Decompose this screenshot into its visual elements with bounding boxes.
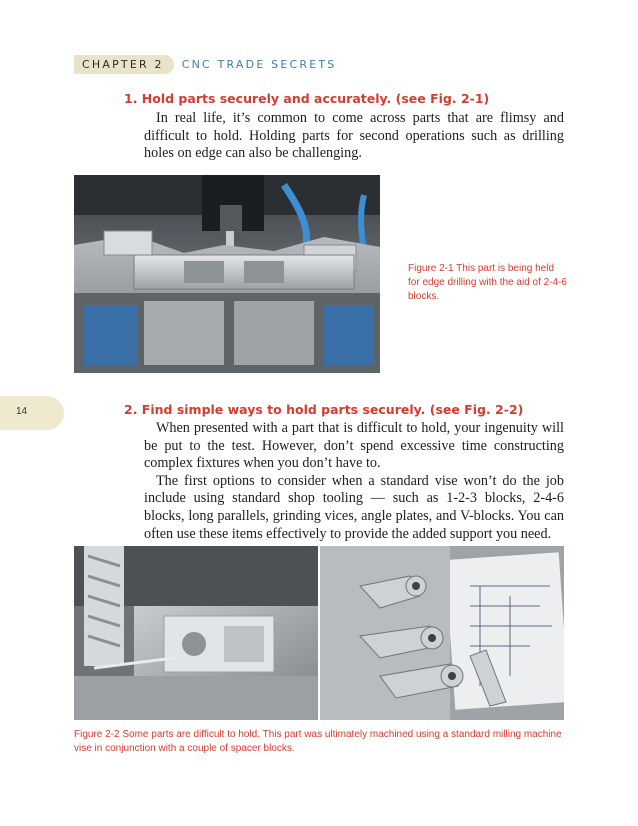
section-1-paragraph: In real life, it’s common to come across parts that are flimsy and difficult to hold. Holding parts for second operations such as drilling holes on edge can also be challenging. — [144, 110, 564, 162]
figure-2-1-photo — [74, 175, 380, 373]
milling-vise-image — [74, 546, 318, 720]
figure-2-2-right-photo — [320, 546, 564, 720]
section-2-body — [144, 420, 564, 543]
chapter-title: CNC TRADE SECRETS — [181, 57, 337, 71]
figure-2-1-caption: Figure 2-1 This part is being held for edge drilling with the aid of 2-4-6 blocks. — [408, 263, 567, 302]
cnc-edge-drilling-image — [74, 175, 380, 373]
page-number: 14 — [16, 406, 28, 417]
section-2-paragraph-2: The first options to consider when a standard vise won’t do the job include using standard shop tooling — such as 1-2-3 blocks, 2-4-6 blocks, long parallels, grinding vices, angle plates, and V-blocks. You can often use these items effectively to provide the added support you need. — [144, 472, 564, 542]
figure-2-2-caption: Figure 2-2 Some parts are difficult to hold. This part was ultimately machined using a standard milling machine vise in conjunction with a couple of spacer blocks. — [74, 729, 562, 754]
chapter-header — [74, 54, 336, 74]
finished-parts-image — [320, 546, 564, 720]
section-1-body — [144, 110, 564, 163]
page-number-tab — [0, 396, 64, 430]
section-2-heading: 2. Find simple ways to hold parts securely. (see Fig. 2-2) — [124, 402, 524, 417]
figure-2-2-left-photo — [74, 546, 318, 720]
chapter-label: CHAPTER 2 — [74, 55, 174, 74]
section-1-heading: 1. Hold parts securely and accurately. (see Fig. 2-1) — [124, 91, 490, 106]
section-2-paragraph-1: When presented with a part that is difficult to hold, your ingenuity will be put to the test. However, don’t spend excessive time constructing complex fixtures when you don’t have to. — [144, 420, 564, 472]
